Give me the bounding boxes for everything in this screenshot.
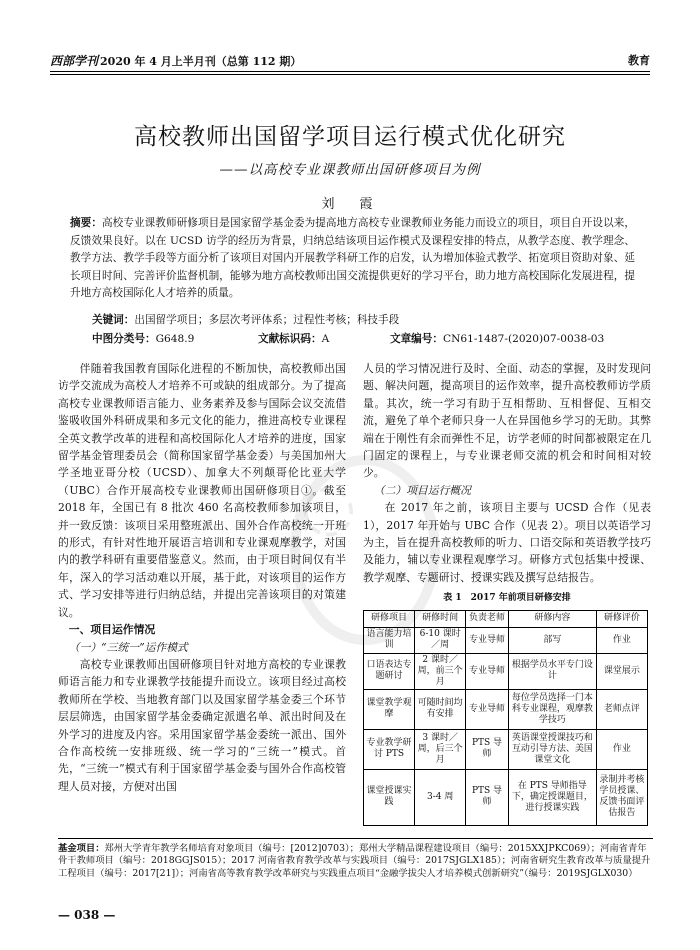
- table-cell: 口语表达专题研讨: [364, 653, 415, 689]
- table-cell: 课堂教学观摩: [364, 689, 415, 729]
- watermark-graphic: ◌: [295, 466, 367, 548]
- footnote-rule: [58, 838, 653, 839]
- doc-code-value: A: [321, 333, 330, 345]
- table-header-cell: 研修项目: [364, 610, 415, 627]
- header-section: 教育: [628, 54, 650, 67]
- abstract-text: 高校专业课教师研修项目是国家留学基金委为提高地方高校专业课教师业务能力而设立的项目，项目自开设以来，反馈效果良好。以在 UCSD 访学的经历为背景，归纳总结该项目运作模式及课程安排的特点，从教学态度、教学理念、教学方法、教学手段等方面分析了该项目对国内开展教学科研工作的启发，认为增加体验式教学、拓宽项目资助对象、延长项目时间、完善评价监督机制，能够为地方高校教师出国交流提供更好的学习平台，助力地方高校国际化发展进程，提升地方高校国际化人才培养的质量。: [70, 217, 636, 299]
- article-number-value: CN61-1487-(2020)07-0038-03: [442, 333, 605, 345]
- article-subtitle: ——以高校专业课教师出国研修项目为例: [219, 162, 481, 178]
- keywords-text: 出国留学项目；多层次考评体系；过程性考核；科技手段: [134, 314, 400, 326]
- table-header-cell: 研修时间: [415, 610, 466, 627]
- study-schedule-table: [363, 610, 648, 826]
- footnote-text: 郑州大学青年教学名师培育对象项目（编号：[2012]0703）；郑州大学精品课程建设项目（编号：2015XXJPKC069）；河南省青年骨干教师项目（编号：2018GGJS015）；2017 河南省教育教学改革与实践项目（编号：2017SJGLX185）；河南省研究生教育改革与质量提升工程项目（编号：2017[21]）；河南省高等教育教学改革研究与实践重点项目“金融学拔尖人才培养模式创新研究”（编号：2019SJGLX030）: [58, 843, 651, 879]
- table-cell: 英语课堂授课技巧和互动引导方法、美国课堂文化: [508, 729, 596, 769]
- table-header-cell: 研修内容: [508, 610, 596, 627]
- table-cell: 专业教学研讨 PTS: [364, 729, 415, 769]
- table-cell: 课堂授课实践: [364, 769, 415, 825]
- table-cell: PTS 导师: [466, 729, 509, 769]
- body-column-left: [58, 360, 346, 795]
- header-rule-thin: [50, 74, 650, 75]
- keywords: [92, 312, 637, 327]
- table-cell: 可随时间均有安排: [415, 689, 466, 729]
- article-author: 刘 霞: [321, 197, 379, 212]
- paragraph-overview: 在 2017 年之前，该项目主要与 UCSD 合作（见表 1），2017 年开始与 UBC 合作（见表 2）。项目以英语学习为主，旨在提升高校教师的听力、口语交际和英语教学技巧及能力，辅以专业课程观摩学习。研修方式包括集中授课、教学观摩、专题研讨、授课实践及撰写总结报告。: [363, 501, 651, 584]
- table-cell: 在 PTS 导师指导下，确定授课题目，进行授课实践: [508, 769, 596, 825]
- clc-value: G648.9: [155, 333, 195, 345]
- article-number-label: 文章编号：: [390, 333, 443, 345]
- doc-code-field: [258, 331, 329, 346]
- subsection-heading-2: （二）项目运行概况: [373, 483, 471, 497]
- table-cell: 作业: [596, 627, 647, 653]
- page-header: [50, 52, 650, 72]
- classification-line: [70, 331, 635, 347]
- keywords-label: 关键词：: [92, 314, 135, 326]
- table-header-cell: 负责老师: [466, 610, 509, 627]
- table-cell: 3 课时／周，后三个月: [415, 729, 466, 769]
- abstract: [70, 215, 635, 303]
- table-row: [364, 689, 648, 729]
- table-cell: 老师点评: [596, 689, 647, 729]
- article-title: 高校教师出国留学项目运行模式优化研究: [134, 124, 566, 150]
- clc-label: 中图分类号：: [92, 333, 156, 345]
- article-number-field: [390, 331, 604, 346]
- table-row: [364, 653, 648, 689]
- header-rule: [50, 71, 650, 72]
- intro-paragraph: 伴随着我国教育国际化进程的不断加快，高校教师出国访学交流成为高校人才培养不可或缺的组成部分。为了提高高校专业课教师语言能力、业务素养及参与国际会议交流借鉴吸收国外科研成果和多元文化的能力，推进高校专业课程全英文教学改革的进程和高校国际化人才培养的进度，国家留学基金管理委员会（简称国家留学基金委）与美国加州大学圣地亚哥分校（UCSD）、加拿大不列颠哥伦比亚大学（UBC）合作开展高校专业课教师出国研修项目①。截至 2018 年，全国已有 8 批次 460 名高校教师参加该项目，并一致反馈：该项目采用整班派出、国外合作高校统一开班的形式，有针对性地开展语言培训和专业课观摩教学，对国内的教学科研有重要借鉴意义。然而，由于项目时间仅有半年，深入的学习活动难以开展，基于此，对该项目的运作方式、学习安排等进行归纳总结，并提出完善该项目的对策建议。: [58, 362, 346, 619]
- paragraph-continued: 人员的学习情况进行及时、全面、动态的掌握，及时发现问题、解决问题，提高项目的运作效率，提升高校教师访学质量。其次，统一学习有助于互相帮助、互相督促、互相交流，避免了单个老师只身一人在异国他乡学习的无助。其弊端在于刚性有余而弹性不足，访学老师的时间都被限定在几门固定的课程上，与专业课老师交流的机会和时间相对较少。: [363, 362, 651, 480]
- table-cell: 专业导师: [466, 653, 509, 689]
- section-heading-1: 一、项目运作情况: [68, 623, 156, 637]
- table-cell: 每位学员选择一门本科专业课程，观摩教学技巧: [508, 689, 596, 729]
- funding-footnote: [58, 843, 653, 880]
- table-row: [364, 769, 648, 825]
- table-cell: 3-4 周: [415, 769, 466, 825]
- table-row: [364, 627, 648, 653]
- header-journal: [50, 52, 301, 69]
- subsection-heading-1: （一）“三统一”运作模式: [68, 640, 188, 654]
- abstract-label: 摘要：: [70, 217, 102, 229]
- journal-issue: 2020 年 4 月上半月刊（总第 112 期）: [100, 55, 302, 68]
- table-cell: 课堂展示: [596, 653, 647, 689]
- body-column-right: [363, 360, 651, 826]
- doc-code-label: 文献标识码：: [258, 333, 322, 345]
- clc-field: [92, 331, 194, 346]
- table-caption: 表 1 2017 年前项目研修安排: [443, 593, 571, 604]
- table-header-cell: 研修评价: [596, 610, 647, 627]
- table-cell: 2 课时／周，前三个月: [415, 653, 466, 689]
- paragraph-three-unified: 高校专业课教师出国研修项目针对地方高校的专业课教师语言能力和专业课教学技能提升而设立。该项目经过高校教师所在学校、当地教育部门以及国家留学基金委三个环节层层筛选，由国家留学基金委确定派遣名单、派出时间及在外学习的进度及内容。采用国家留学基金委统一派出、国外合作高校统一安排班级、统一学习的“三统一”模式。首先，“三统一”模式有利于国家留学基金委与国外合作高校管理人员对接，方便对出国: [58, 657, 346, 793]
- table-cell: 专业导师: [466, 689, 509, 729]
- table-cell: 部写: [508, 627, 596, 653]
- table-cell: 语言能力培训: [364, 627, 415, 653]
- journal-name: 西部学刊: [50, 54, 99, 68]
- table-header-row: [364, 610, 648, 627]
- table-cell: 根据学员水平专门设计: [508, 653, 596, 689]
- page-number: — 038 —: [58, 908, 116, 922]
- table-cell: 6-10 课时／周: [415, 627, 466, 653]
- table-cell: 录制并考核学员授课、反馈书面评估报告: [596, 769, 647, 825]
- table-cell: 作业: [596, 729, 647, 769]
- table-cell: 专业导师: [466, 627, 509, 653]
- footnote-label: 基金项目：: [58, 843, 105, 854]
- table-cell: PTS 导师: [466, 769, 509, 825]
- table-row: [364, 729, 648, 769]
